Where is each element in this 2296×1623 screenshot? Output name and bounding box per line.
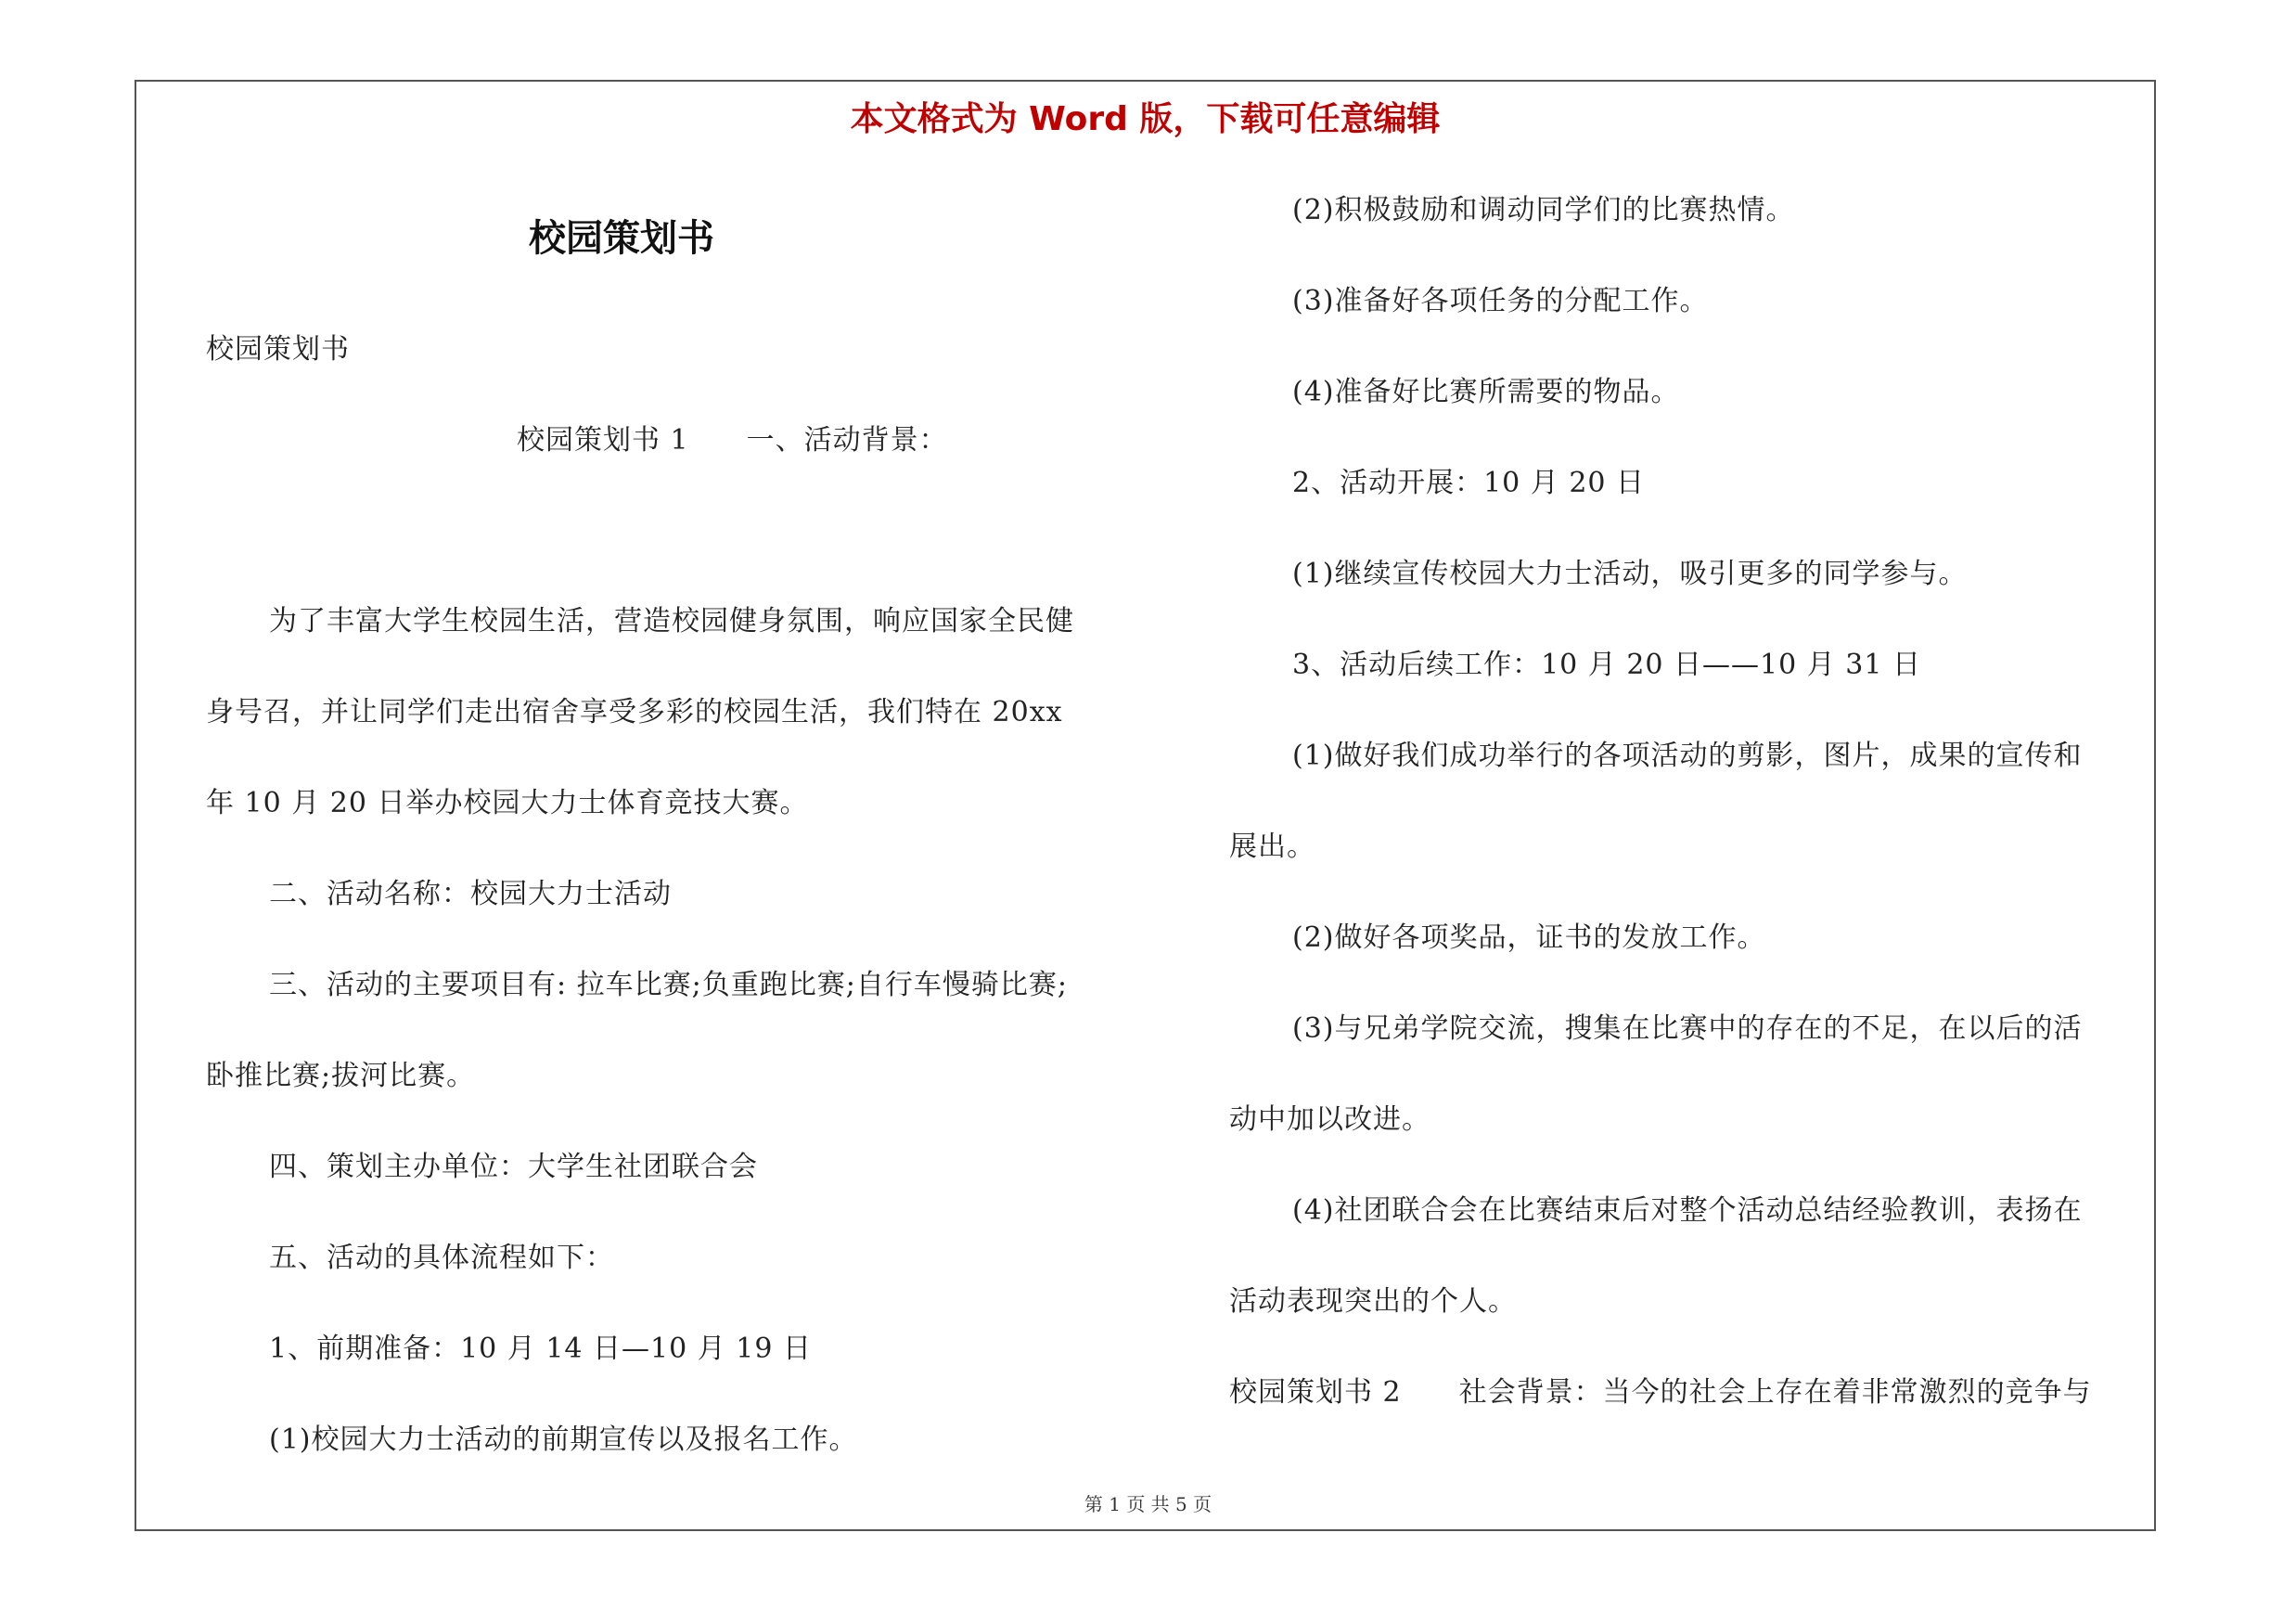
right-line-13: 校园策划书 2 社会背景：当今的社会上存在着非常激烈的竞争与 [1229, 1376, 2092, 1409]
left-line-11: (1)校园大力士活动的前期宣传以及报名工作。 [269, 1423, 858, 1456]
right-line-4: (1)继续宣传校园大力士活动，吸引更多的同学参与。 [1292, 558, 1968, 590]
left-line-6: 三、活动的主要项目有: 拉车比赛;负重跑比赛;自行车慢骑比赛; [269, 969, 1068, 1001]
right-line-7: 展出。 [1229, 831, 1315, 863]
left-line-1: 校园策划书 1 一、活动背景： [517, 424, 948, 457]
left-line-3: 身号召，并让同学们走出宿舍享受多彩的校园生活，我们特在 20xx [206, 696, 1063, 728]
left-line-4: 年 10 月 20 日举办校园大力士体育竞技大赛。 [206, 787, 809, 819]
right-line-2: (4)准备好比赛所需要的物品。 [1292, 376, 1680, 408]
right-line-3: 2、活动开展：10 月 20 日 [1292, 467, 1646, 499]
right-line-8: (2)做好各项奖品，证书的发放工作。 [1292, 921, 1766, 954]
left-line-0: 校园策划书 [206, 333, 350, 366]
left-line-5: 二、活动名称：校园大力士活动 [269, 878, 672, 910]
right-line-1: (3)准备好各项任务的分配工作。 [1292, 285, 1709, 317]
right-line-11: (4)社团联合会在比赛结束后对整个活动总结经验教训，表扬在 [1292, 1194, 2083, 1227]
right-line-10: 动中加以改进。 [1229, 1103, 1430, 1136]
word-format-banner: 本文格式为 Word 版，下载可任意编辑 [850, 100, 1441, 138]
right-line-9: (3)与兄弟学院交流，搜集在比赛中的存在的不足，在以后的活 [1292, 1012, 2083, 1045]
left-line-8: 四、策划主办单位：大学生社团联合会 [269, 1151, 758, 1183]
left-line-10: 1、前期准备：10 月 14 日—10 月 19 日 [269, 1333, 812, 1365]
right-line-0: (2)积极鼓励和调动同学们的比赛热情。 [1292, 194, 1795, 226]
left-line-2: 为了丰富大学生校园生活，营造校园健身氛围，响应国家全民健 [269, 605, 1074, 638]
right-line-6: (1)做好我们成功举行的各项活动的剪影，图片，成果的宣传和 [1292, 740, 2083, 772]
left-line-7: 卧推比赛;拔河比赛。 [206, 1060, 476, 1092]
right-line-5: 3、活动后续工作：10 月 20 日——10 月 31 日 [1292, 649, 1921, 681]
left-line-9: 五、活动的具体流程如下： [269, 1242, 614, 1274]
page-number-footer: 第 1 页 共 5 页 [1084, 1493, 1212, 1515]
right-line-12: 活动表现突出的个人。 [1229, 1285, 1517, 1318]
document-title: 校园策划书 [529, 216, 714, 260]
